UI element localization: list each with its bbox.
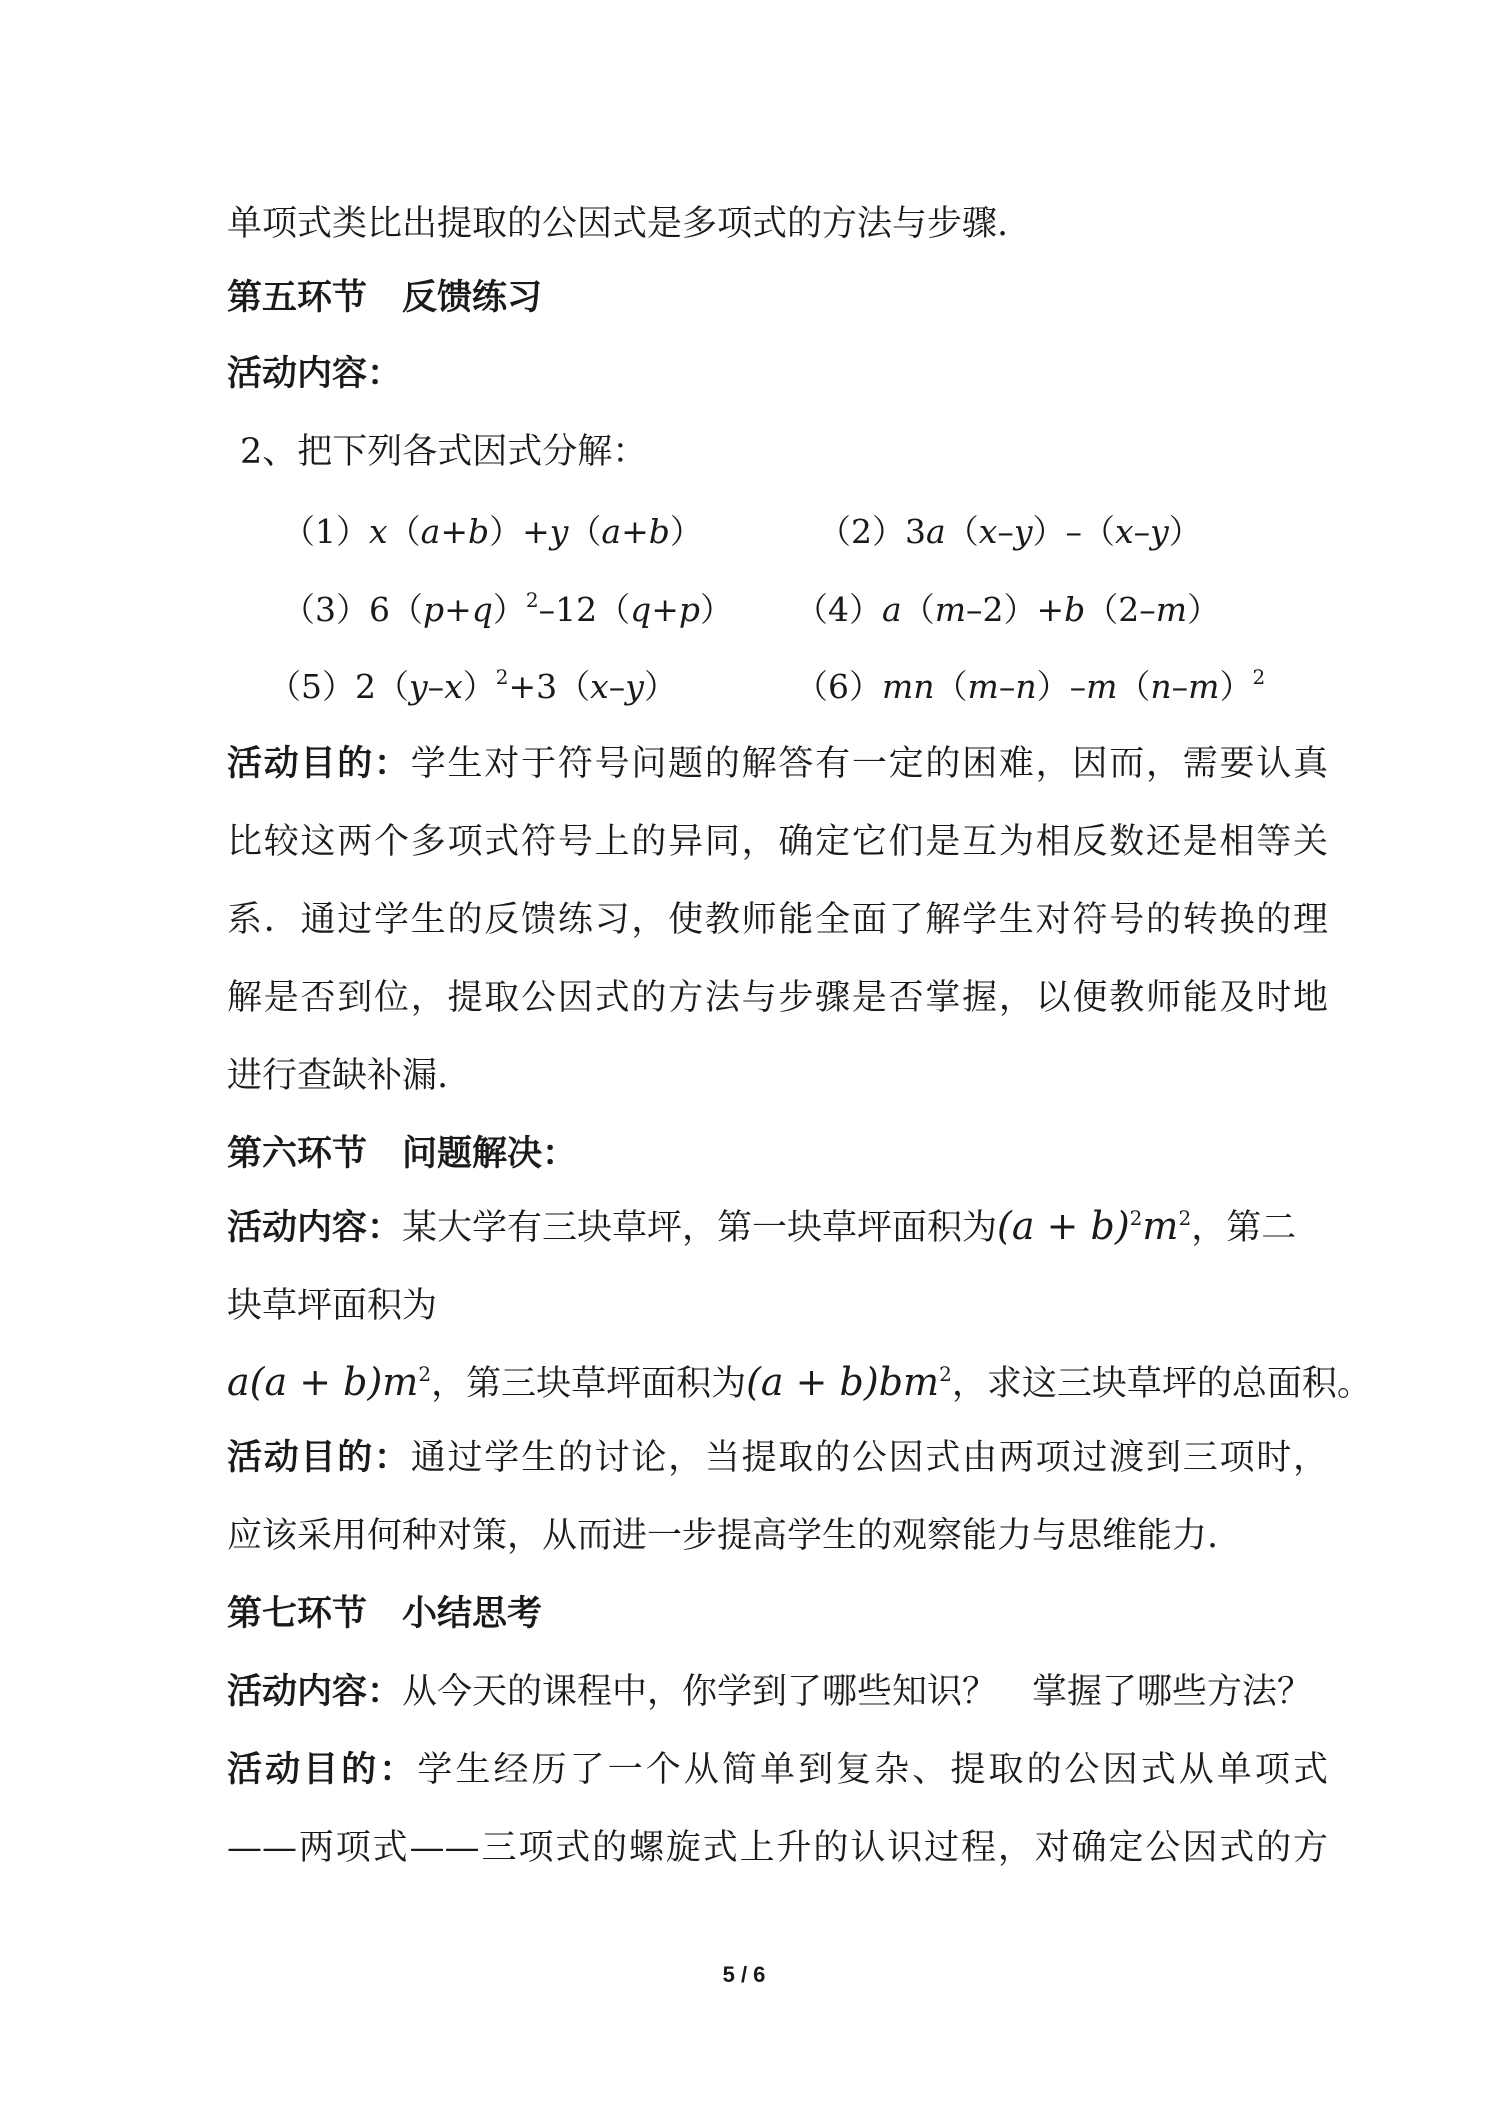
exercise-5: $(5)2(y-x)^2+3(x-y)$ bbox=[268, 665, 677, 706]
content-line: 块草坪面积为 bbox=[227, 1286, 438, 1326]
goal-line: 比较这两个多项式符号上的异同，确定它们是互为相反数还是相等关 bbox=[227, 822, 1328, 862]
intro-line: 单项式类比出提取的公因式是多项式的方法与步骤. bbox=[227, 204, 1009, 244]
exercise-4: （4）a（m–2）+b（2–m） bbox=[795, 590, 1221, 629]
activity-content-label: 活动内容： bbox=[227, 1208, 403, 1248]
content-line: 活动内容：从今天的课程中，你学到了哪些知识？ 掌握了哪些方法？ bbox=[227, 1672, 1313, 1712]
formula: (a + b)bm bbox=[746, 1360, 940, 1404]
content-line: $a(a + b)m^2$，第三块草坪面积为$(a + b)bm^2$，求这三块草坪的总面积。 bbox=[227, 1360, 1372, 1404]
exercise-3: $(3)6(p+q)^2-12(q+p)$ bbox=[282, 588, 734, 629]
exercise-6: $(6)mn(m-n)-m(n-m)^2$ bbox=[795, 665, 1266, 706]
goal-line: ——两项式——三项式的螺旋式上升的认识过程，对确定公因式的方 bbox=[227, 1828, 1328, 1868]
activity-goal-label: 活动目的： bbox=[227, 744, 411, 784]
exercise-1: （1）x（a+b）+y（a+b） bbox=[282, 512, 703, 551]
content-line: 活动内容：某大学有三块草坪，第一块草坪面积为$(a + b)^2m^2$，第二 bbox=[227, 1204, 1297, 1248]
section-heading: 第七环节 小结思考 bbox=[227, 1594, 543, 1634]
activity-content-label: 活动内容： bbox=[227, 354, 403, 394]
exercise-2: （2）3a（x–y）–（x–y） bbox=[818, 512, 1202, 551]
activity-goal-label: 活动目的： bbox=[227, 1438, 411, 1478]
goal-line: 活动目的：学生经历了一个从简单到复杂、提取的公因式从单项式 bbox=[227, 1750, 1328, 1790]
activity-content-label: 活动内容： bbox=[227, 1672, 403, 1712]
formula: (a + b) bbox=[997, 1204, 1130, 1248]
section-heading: 第六环节 问题解决： bbox=[227, 1134, 578, 1174]
goal-line: 系．通过学生的反馈练习，使教师能全面了解学生对符号的转换的理 bbox=[227, 900, 1328, 940]
activity-goal-label: 活动目的： bbox=[227, 1750, 418, 1790]
goal-line: 活动目的：学生对于符号问题的解答有一定的困难，因而，需要认真 bbox=[227, 744, 1328, 784]
section-heading: 第五环节 反馈练习 bbox=[227, 278, 543, 318]
goal-line: 活动目的：通过学生的讨论，当提取的公因式由两项过渡到三项时， bbox=[227, 1438, 1328, 1478]
page-number: 5 / 6 bbox=[722, 1962, 766, 1987]
goal-line: 进行查缺补漏. bbox=[227, 1056, 449, 1096]
goal-line: 解是否到位，提取公因式的方法与步骤是否掌握，以便教师能及时地 bbox=[227, 978, 1328, 1018]
formula: a(a + b)m bbox=[227, 1360, 419, 1404]
goal-line: 应该采用何种对策，从而进一步提高学生的观察能力与思维能力. bbox=[227, 1516, 1219, 1556]
exercise-task: 2、把下列各式因式分解： bbox=[240, 432, 648, 472]
